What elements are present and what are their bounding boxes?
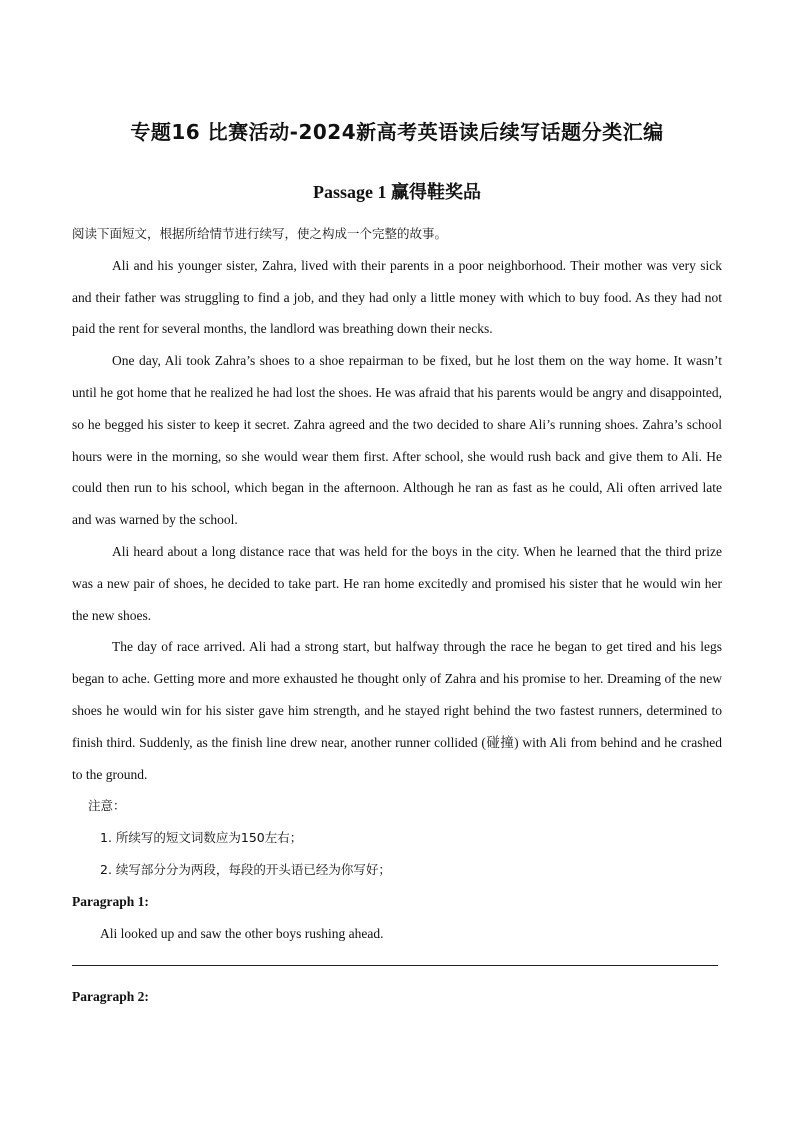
paragraph-1-opener: Ali looked up and saw the other boys rushing ahead. [100, 925, 384, 941]
answer-line [72, 949, 718, 966]
paragraph-2-label: Paragraph 2: [72, 989, 149, 1005]
story-paragraph-2: One day, Ali took Zahra’s shoes to a shoe repairman to be fixed, but he lost them on the way home. It wasn’t until he got home that he realized he had lost the shoes. He was afraid that his parents would be angry and disappointed, so he begged his sister to keep it secret. Zahra agreed and the two decided to share Ali’s running shoes. Zahra’s school hours were in the morning, so she would wear them first. After school, she would rush back and give them to Ali. He could then run to his school, which began in the afternoon. Although he ran as fast as he could, Ali often arrived late and was warned by the school. [72, 353, 722, 528]
notes-heading: 注意： [88, 798, 126, 814]
paragraph-1-label: Paragraph 1: [72, 893, 149, 909]
story-paragraph-4: The day of race arrived. Ali had a strong start, but halfway through the race he began to get tired and his legs began to ache. Getting more and more exhausted he thought only of Zahra and his promise to her. Dreaming of the new shoes he would win for his sister gave him strength, and he stayed right behind the two fastest runners, determined to finish third. Suddenly, as the finish line drew near, another runner collided (碰撞) with Ali from behind and he crashed to the ground. [72, 639, 722, 782]
instruction-text: 阅读下面短文，根据所给情节进行续写，使之构成一个完整的故事。 [72, 226, 448, 241]
story-paragraph-1: Ali and his younger sister, Zahra, lived with their parents in a poor neighborhood. Their mother was very sick and their father was struggling to find a job, and they had only a little money with which to buy food. As they had not paid the rent for several months, the landlord was breathing down their necks. [72, 257, 722, 337]
story-paragraph-3: Ali heard about a long distance race that was held for the boys in the city. When he learned that the third prize was a new pair of shoes, he decided to take part. He ran home excitedly and promised his sister that he would win her the new shoes. [72, 543, 722, 623]
passage-subtitle: Passage 1 赢得鞋奖品 [313, 182, 481, 202]
document-body [72, 218, 722, 1013]
note-item-1: 1. 所续写的短文词数应为150左右； [100, 830, 303, 846]
note-item-2: 2. 续写部分分为两段，每段的开头语已经为你写好； [100, 861, 391, 877]
document-title: 专题16 比赛活动-2024新高考英语读后续写话题分类汇编 [130, 120, 664, 144]
